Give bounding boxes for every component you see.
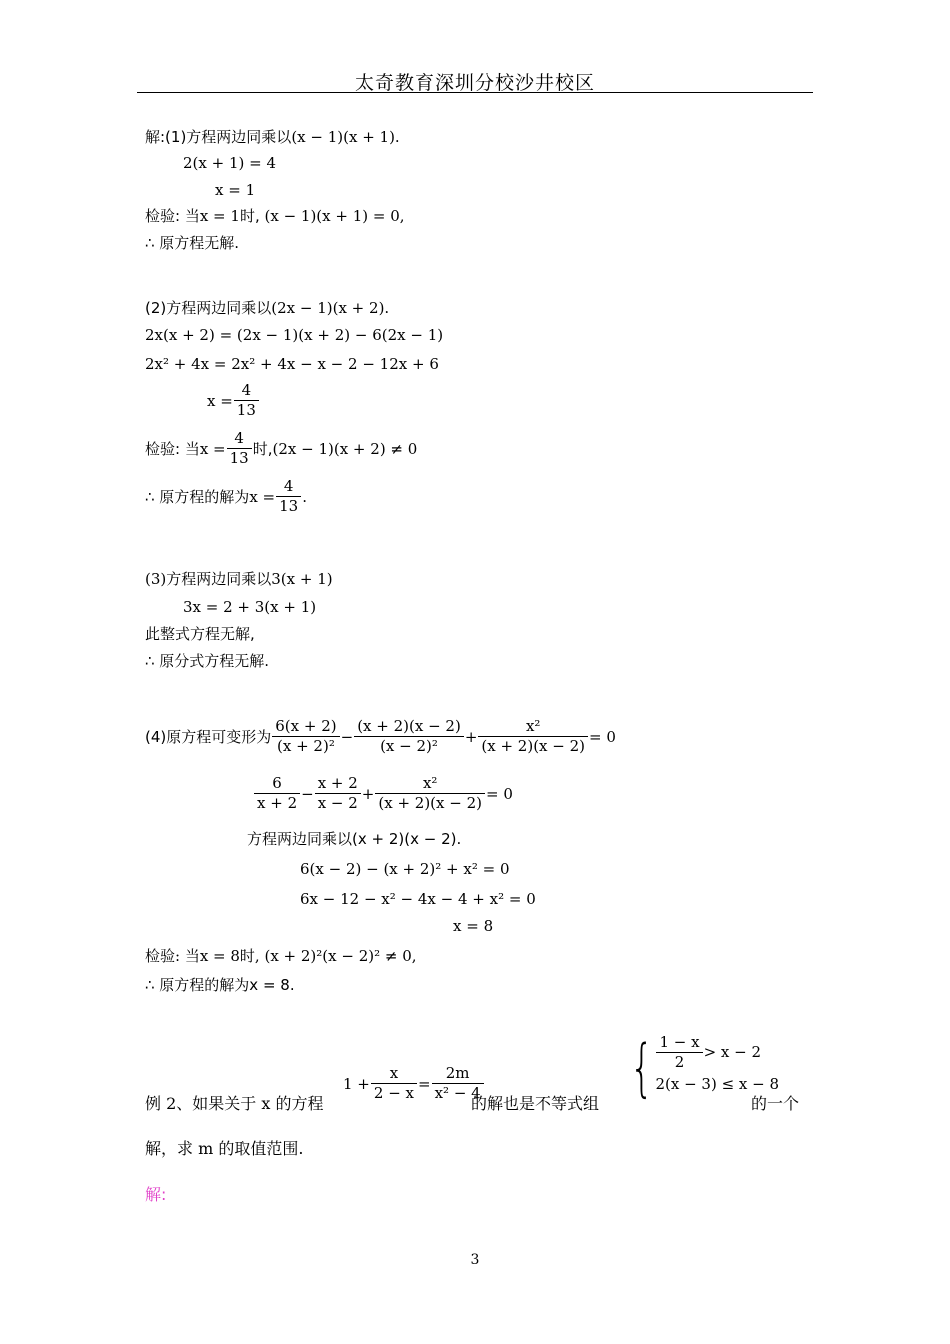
p4-frac2: [354, 717, 464, 756]
p2-line6: [145, 477, 307, 516]
p4-eq0: = 0: [589, 727, 616, 746]
p2-line1: [145, 298, 389, 318]
p2-line4-lhs: x =: [207, 391, 233, 410]
p2-conclusion-frac: [276, 477, 301, 516]
ex2-ineq2: 2(x − 3) ≤ x − 8: [655, 1075, 780, 1093]
p4-frac2-den: (x − 2)²: [354, 736, 464, 756]
p1-check-mid: 时,: [239, 207, 265, 225]
p2-frac-den: 13: [234, 400, 259, 420]
p2-check-x: x =: [199, 439, 226, 458]
p2-conclusion-x: x =: [249, 487, 276, 506]
p1-check-math: (x − 1)(x + 1) = 0,: [264, 207, 405, 225]
page-number: 3: [470, 1252, 480, 1268]
ex2-ineq1-frac: [656, 1033, 702, 1072]
p2-line5: [145, 429, 417, 468]
ex2-eq-frac1: [371, 1064, 417, 1103]
p4-line1-text: (4)原方程可变形为: [145, 728, 272, 746]
ex2-ineq1-num: 1 − x: [659, 1032, 700, 1051]
ex2-brace-icon: {: [629, 1031, 654, 1104]
p1-line4: [145, 206, 405, 226]
p2-check-mid: 时,: [252, 440, 273, 458]
p4-g1-num: 6: [272, 774, 282, 792]
ex2-line2: 解，求 m 的取值范围.: [145, 1139, 304, 1158]
ex2-system-lines: [655, 1032, 780, 1100]
p4-g3: [375, 774, 485, 813]
p2-check-frac: [227, 429, 252, 468]
ex2-eq-one: 1 +: [343, 1074, 370, 1093]
p4-frac1-den: (x + 2)²: [272, 736, 339, 756]
ex2-equation: [343, 1064, 485, 1103]
p4-line2: [253, 774, 513, 813]
p1-line3: x = 1: [215, 181, 256, 199]
p4-g2: [315, 774, 361, 813]
p2-check-math: (2x − 1)(x + 2) ≠ 0: [272, 439, 418, 458]
ex2-mid: 的解也是不等式组: [471, 1094, 600, 1113]
p2-line2: 2x(x + 2) = (2x − 1)(x + 2) − 6(2x − 1): [145, 326, 444, 344]
ex2-eq-frac2-num: 2m: [445, 1064, 470, 1082]
p3-line4: ∴ 原分式方程无解.: [145, 652, 270, 670]
ex2-eq-frac1-den: 2 − x: [371, 1083, 417, 1103]
ex2-prefix: 例 2、如果关于 x 的方程: [145, 1094, 324, 1113]
p2-frac-result: [234, 381, 259, 420]
p4-line5: 6x − 12 − x² − 4x − 4 + x² = 0: [300, 890, 536, 908]
p2-conclusion-frac-num: 4: [283, 477, 294, 495]
p1-line1-text: 解:(1)方程两边同乘以: [145, 128, 292, 146]
p2-check-frac-den: 13: [227, 448, 252, 468]
p2-line3: 2x² + 4x = 2x² + 4x − x − 2 − 12x + 6: [145, 355, 439, 373]
p4-line1: [145, 717, 616, 756]
p1-check-cond: x = 1: [199, 207, 240, 225]
p1-line2: 2(x + 1) = 4: [183, 154, 277, 172]
p4-g3-den: (x + 2)(x − 2): [375, 793, 485, 813]
p4-g1-den: x + 2: [254, 793, 300, 813]
p2-line1-math: (2x − 1)(x + 2).: [271, 299, 390, 317]
p3-line1: (3)方程两边同乘以3(x + 1): [145, 570, 333, 588]
p1-line1-math: (x − 1)(x + 1).: [291, 128, 400, 146]
p2-line4: [207, 381, 260, 420]
p1-line1: [145, 127, 400, 147]
p3-line3: 此整式方程无解,: [145, 625, 255, 643]
p4-frac3-den: (x + 2)(x − 2): [478, 736, 588, 756]
p2-conclusion-frac-den: 13: [276, 496, 301, 516]
ex2-suffix: 的一个: [751, 1094, 800, 1113]
ex2-inequality-system: [622, 1031, 780, 1104]
p4-op-minus: −: [340, 727, 354, 746]
p4-g-minus: −: [301, 784, 314, 803]
p4-g-eq0: = 0: [486, 784, 513, 803]
p2-line1-text: (2)方程两边同乘以: [145, 299, 272, 317]
p4-frac3-num: x²: [525, 717, 541, 735]
p4-op-plus: +: [464, 727, 478, 746]
ex2-ineq1-den: 2: [656, 1052, 702, 1072]
ex2-ineq1-rhs: > x − 2: [703, 1043, 762, 1061]
p4-line8: ∴ 原方程的解为x = 8.: [145, 976, 295, 994]
p4-line6: x = 8: [453, 917, 494, 935]
page-header-title: 太奇教育深圳分校沙井校区: [354, 72, 595, 94]
ex2-eq-frac2-den: x² − 4: [432, 1083, 484, 1103]
p2-conclusion-end: .: [302, 487, 307, 506]
ex2-eq-frac1-num: x: [389, 1064, 399, 1082]
p4-frac2-num: (x + 2)(x − 2): [357, 717, 461, 735]
p2-frac-num: 4: [241, 381, 252, 399]
p4-frac1: [272, 717, 339, 756]
p4-g2-den: x − 2: [315, 793, 361, 813]
header-rule: [137, 92, 813, 93]
p4-g3-num: x²: [422, 774, 438, 792]
p4-g-plus: +: [361, 784, 375, 803]
p3-line2: 3x = 2 + 3(x + 1): [183, 598, 317, 616]
p2-check-frac-num: 4: [234, 429, 244, 447]
ex2-eq-equals: =: [418, 1074, 431, 1093]
p4-frac3: [478, 717, 588, 756]
p2-check-label: 检验: 当: [145, 440, 200, 458]
p4-g1: [254, 774, 300, 813]
p4-g2-num: x + 2: [317, 774, 358, 792]
p4-line7: 检验: 当x = 8时, (x + 2)²(x − 2)² ≠ 0,: [145, 947, 417, 965]
p2-conclusion-text: ∴ 原方程的解为: [145, 488, 250, 506]
p1-conclusion: ∴ 原方程无解.: [145, 234, 240, 252]
p4-frac1-num: 6(x + 2): [275, 717, 337, 735]
p1-check-label: 检验: 当: [145, 207, 200, 225]
p4-line4: 6(x − 2) − (x + 2)² + x² = 0: [300, 860, 510, 878]
ex2-ineq1: [655, 1032, 779, 1071]
ex2-answer-label: 解:: [145, 1185, 167, 1204]
p4-line3: 方程两边同乘以(x + 2)(x − 2).: [247, 830, 462, 848]
